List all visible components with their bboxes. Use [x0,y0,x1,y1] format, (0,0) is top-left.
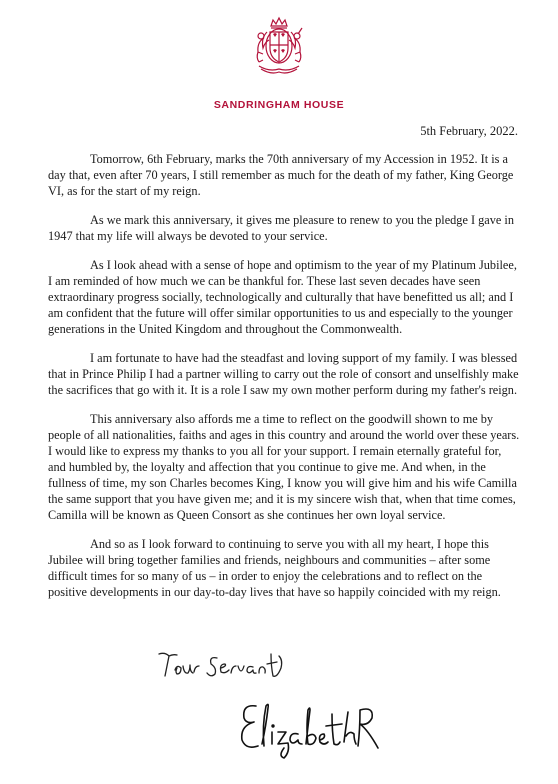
handwritten-valediction [155,646,290,688]
paragraph-closing-hope: And so as I look forward to continuing to serve you with all my heart, I hope this Jubilee will bring together families and friends, neighbours and communities – after some difficult times for so many of us – in order to enjoy the celebrations and to reflect on the positive developments in our day-to-day lives that have so happily coincided with my reign. [48,536,501,600]
paragraph-pledge: As we mark this anniversary, it gives me pleasure to renew to you the pledge I gave in 1947 that my life will always be devoted to your service. [48,212,515,243]
paragraph-platinum-jubilee: As I look ahead with a sense of hope and optimism to the year of my Platinum Jubilee, I am reminded of how much we can be thankful for. These last seven decades have seen extraordinary progress socially, technologically and culturally that have benefitted us all; and I am confident that the future will offer similar opportunities to us and especially to the younger generations in the United Kingdom and throughout the Commonwealth. [48,257,517,337]
handwritten-signature [232,696,382,762]
paragraph-goodwill: This anniversary also affords me a time to reflect on the goodwill shown to me by people of all nationalities, faiths and ages in this country and around the world over these years. I would like to express my thanks to you all for your support. I remain eternally grateful for, and humbled by, the loyalty and affection that you continue to give me. And when, in the fullness of time, my son Charles becomes King, I know you will give him and his wife Camilla the same support that you have given me; and it is my sincere wish that, when that time comes, Camilla will be known as Queen Consort as she continues her own loyal service. [48,411,520,523]
royal-coat-of-arms-icon [247,14,311,78]
letter-date: 5th February, 2022. [420,124,518,138]
paragraph-accession: Tomorrow, 6th February, marks the 70th anniversary of my Accession in 1952. It is a day that, even after 70 years, I still remember as much for the death of my father, King George VI, as for the start of my reign. [48,152,514,199]
letterhead-address: SANDRINGHAM HOUSE [213,99,345,111]
letter-body [48,151,522,613]
paragraph-family-support: I am fortunate to have had the steadfast and loving support of my family. I was blessed that in Prince Philip I had a partner willing to carry out the role of consort and unselfishly make the sacrifices that go with it. It is a role I saw my own mother perform during my father's reign. [48,350,519,397]
